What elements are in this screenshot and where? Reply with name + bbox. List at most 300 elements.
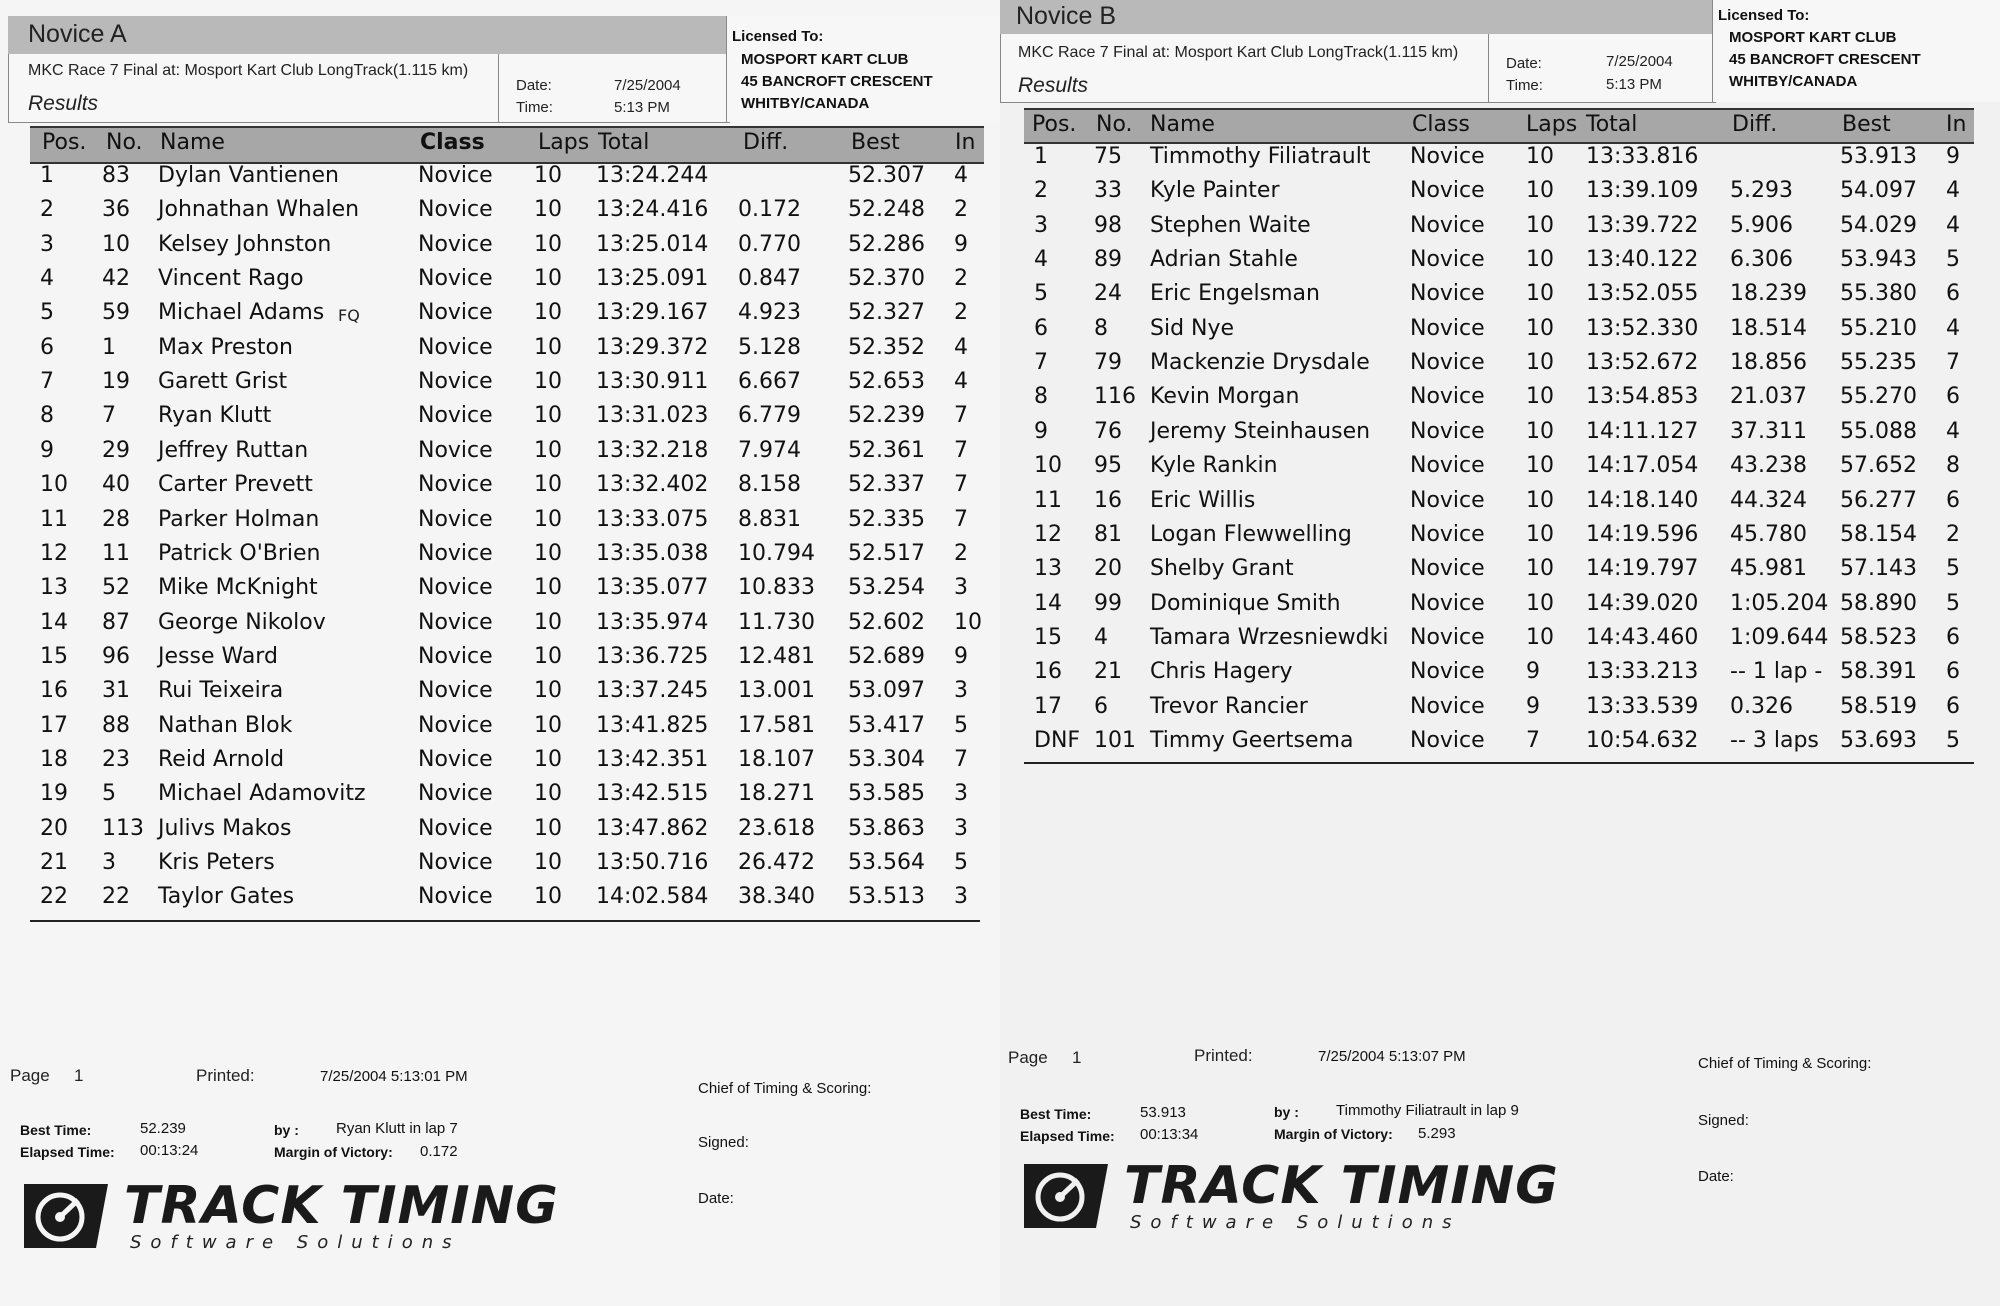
cell-in-lap: 5 (954, 850, 968, 875)
table-bottom-rule (30, 920, 980, 922)
cell-diff: 7.974 (738, 437, 801, 463)
cell-total-time: 13:40.122 (1586, 247, 1699, 273)
cell-laps: 10 (1526, 556, 1554, 582)
table-row (1024, 522, 1974, 556)
cell-class: Novice (418, 884, 493, 910)
printed-label: Printed: (196, 1066, 255, 1085)
cell-pos: 16 (1034, 659, 1062, 685)
cell-laps: 10 (534, 266, 562, 292)
cell-total-time: 14:02.584 (596, 884, 709, 910)
cell-best-lap: 58.890 (1840, 590, 1917, 616)
table-row (30, 610, 980, 644)
cell-class: Novice (418, 712, 493, 738)
cell-diff: 5.128 (738, 334, 801, 360)
table-row (1024, 488, 1974, 522)
column-header-in: In (1946, 112, 1967, 137)
table-bottom-rule (1024, 762, 1974, 764)
elapsed-time-label: Elapsed Time: (1020, 1128, 1115, 1144)
cell-total-time: 14:19.797 (1586, 556, 1699, 582)
cell-driver-name: Michael Adams (158, 300, 325, 326)
cell-best-lap: 52.239 (848, 403, 925, 429)
column-header-total: Total (1586, 112, 1638, 137)
column-header-class: Class (1412, 112, 1470, 137)
cell-class: Novice (1410, 144, 1485, 169)
cell-laps: 10 (534, 643, 562, 669)
cell-laps: 10 (1526, 144, 1554, 169)
cell-pos: 5 (1034, 281, 1048, 307)
cell-driver-name: Mike McKnight (158, 575, 318, 601)
cell-best-lap: 52.602 (848, 609, 925, 635)
cell-driver-name: Taylor Gates (158, 884, 295, 910)
cell-pos: 14 (1034, 590, 1062, 616)
cell-car-number: 42 (102, 266, 130, 292)
printed-value: 7/25/2004 5:13:07 PM (1318, 1048, 1466, 1065)
licensee-line-3: WHITBY/CANADA (1729, 73, 1858, 90)
cell-laps: 10 (534, 334, 562, 360)
cell-class: Novice (1410, 693, 1485, 719)
header-divider (498, 54, 499, 122)
cell-laps: 9 (1526, 659, 1540, 685)
column-header-name: Name (1150, 112, 1215, 137)
date-label: Date: (1506, 55, 1542, 72)
column-header-diff: Diff. (1732, 112, 1778, 137)
cell-in-lap: 5 (1946, 590, 1960, 616)
cell-diff: 18.856 (1730, 350, 1807, 376)
cell-in-lap: 4 (1946, 315, 1960, 341)
cell-diff: 0.847 (738, 266, 801, 292)
cell-pos: 16 (40, 678, 68, 704)
cell-car-number: 3 (102, 850, 116, 875)
cell-class: Novice (1410, 727, 1485, 753)
cell-diff: 45.780 (1730, 521, 1807, 547)
results-table-header (1024, 108, 1974, 144)
cell-in-lap: 8 (1946, 453, 1960, 479)
cell-in-lap: 7 (954, 437, 968, 463)
cell-pos: 15 (1034, 624, 1062, 650)
cell-pos: 10 (40, 472, 68, 498)
printed-label: Printed: (1194, 1046, 1253, 1065)
table-row (1024, 694, 1974, 728)
cell-total-time: 13:24.416 (596, 197, 709, 223)
elapsed-time-label: Elapsed Time: (20, 1144, 115, 1160)
cell-diff: 5.906 (1730, 212, 1793, 238)
cell-car-number: 19 (102, 369, 130, 395)
cell-in-lap: 2 (1946, 521, 1960, 547)
cell-diff: 18.107 (738, 746, 815, 772)
cell-total-time: 13:25.014 (596, 231, 709, 257)
cell-in-lap: 7 (954, 403, 968, 429)
margin-of-victory-value: 0.172 (420, 1143, 458, 1160)
cell-total-time: 13:35.077 (596, 575, 709, 601)
cell-best-lap: 53.513 (848, 884, 925, 910)
cell-best-lap: 54.097 (1840, 178, 1917, 204)
cell-class: Novice (418, 678, 493, 704)
column-header-laps: Laps (1526, 112, 1578, 137)
table-row (30, 884, 980, 918)
cell-pos: 2 (1034, 178, 1048, 204)
cell-total-time: 13:35.038 (596, 540, 709, 566)
cell-driver-name: Jeffrey Ruttan (158, 437, 309, 463)
cell-pos: 3 (40, 231, 54, 257)
cell-best-lap: 56.277 (1840, 487, 1917, 513)
cell-in-lap: 6 (1946, 693, 1960, 719)
cell-in-lap: 2 (954, 540, 968, 566)
cell-in-lap: 6 (1946, 624, 1960, 650)
cell-class: Novice (418, 781, 493, 807)
table-row (30, 163, 980, 197)
cell-laps: 10 (534, 403, 562, 429)
cell-driver-name: Eric Willis (1150, 487, 1256, 513)
cell-pos: 2 (40, 197, 54, 223)
cell-pos: 9 (40, 437, 54, 463)
cell-class: Novice (1410, 590, 1485, 616)
column-header-best: Best (851, 130, 900, 155)
cell-driver-name: Nathan Blok (158, 712, 293, 738)
time-label: Time: (1506, 77, 1543, 94)
cell-driver-name: Rui Teixeira (158, 678, 284, 704)
cell-car-number: 76 (1094, 418, 1122, 444)
cell-diff: 6.306 (1730, 247, 1793, 273)
cell-class: Novice (1410, 418, 1485, 444)
elapsed-time-value: 00:13:34 (1140, 1126, 1199, 1143)
cell-pos: 8 (1034, 384, 1048, 410)
cell-class: Novice (1410, 281, 1485, 307)
cell-driver-name: Dominique Smith (1150, 590, 1341, 616)
cell-in-lap: 3 (954, 575, 968, 601)
cell-driver-name: Carter Prevett (158, 472, 313, 498)
table-row (1024, 384, 1974, 418)
cell-total-time: 13:33.539 (1586, 693, 1699, 719)
cell-total-time: 13:35.974 (596, 609, 709, 635)
cell-laps: 9 (1526, 693, 1540, 719)
cell-diff: 38.340 (738, 884, 815, 910)
cell-driver-name: Johnathan Whalen (158, 197, 360, 223)
cell-diff: 1:09.644 (1730, 624, 1829, 650)
licensee-line-2: 45 BANCROFT CRESCENT (1729, 51, 1921, 68)
cell-driver-name: Chris Hagery (1150, 659, 1293, 685)
by-label: by : (274, 1122, 299, 1138)
cell-class: Novice (1410, 556, 1485, 582)
table-row (30, 644, 980, 678)
cell-class: Novice (418, 746, 493, 772)
cell-car-number: 6 (1094, 693, 1108, 719)
cell-car-number: 95 (1094, 453, 1122, 479)
cell-laps: 10 (1526, 247, 1554, 273)
cell-total-time: 13:39.722 (1586, 212, 1699, 238)
cell-in-lap: 7 (954, 506, 968, 532)
table-row (1024, 591, 1974, 625)
cell-in-lap: 3 (954, 884, 968, 910)
cell-in-lap: 4 (1946, 212, 1960, 238)
by-label: by : (1274, 1104, 1299, 1120)
best-time-label: Best Time: (1020, 1106, 1092, 1122)
cell-car-number: 24 (1094, 281, 1122, 307)
cell-laps: 10 (534, 884, 562, 910)
cell-laps: 10 (534, 472, 562, 498)
table-row (30, 369, 980, 403)
cell-pos: 6 (40, 334, 54, 360)
cell-diff: 10.794 (738, 540, 815, 566)
licensee-line-1: MOSPORT KART CLUB (741, 51, 909, 68)
cell-total-time: 14:43.460 (1586, 624, 1699, 650)
cell-total-time: 14:17.054 (1586, 453, 1699, 479)
table-row (30, 335, 980, 369)
cell-in-lap: 5 (1946, 727, 1960, 753)
cell-pos: 9 (1034, 418, 1048, 444)
cell-car-number: 5 (102, 781, 116, 807)
cell-in-lap: 7 (954, 746, 968, 772)
cell-driver-name: Vincent Rago (158, 266, 304, 292)
cell-pos: 17 (40, 712, 68, 738)
cell-class: Novice (418, 231, 493, 257)
results-sheet-novice-b (1000, 0, 2000, 1306)
cell-laps: 10 (534, 815, 562, 841)
cell-best-lap: 53.693 (1840, 727, 1917, 753)
cell-pos: 1 (1034, 144, 1048, 169)
cell-in-lap: 3 (954, 815, 968, 841)
best-time-value: 52.239 (140, 1120, 186, 1137)
results-label: Results (1018, 74, 1089, 97)
cell-driver-name: Kris Peters (158, 850, 275, 875)
cell-car-number: 23 (102, 746, 130, 772)
cell-best-lap: 53.564 (848, 850, 925, 875)
cell-class: Novice (418, 369, 493, 395)
cell-best-lap: 52.361 (848, 437, 925, 463)
cell-laps: 10 (1526, 281, 1554, 307)
cell-diff: 6.667 (738, 369, 801, 395)
column-header-no: No. (1096, 112, 1133, 137)
cell-in-lap: 6 (1946, 659, 1960, 685)
table-row (1024, 247, 1974, 281)
cell-in-lap: 7 (1946, 350, 1960, 376)
cell-laps: 10 (534, 746, 562, 772)
cell-driver-name: Jeremy Steinhausen (1150, 418, 1371, 444)
cell-class: Novice (1410, 384, 1485, 410)
cell-in-lap: 6 (1946, 384, 1960, 410)
cell-best-lap: 52.307 (848, 163, 925, 188)
cell-pos: 20 (40, 815, 68, 841)
cell-pos: 14 (40, 609, 68, 635)
cell-class: Novice (1410, 487, 1485, 513)
cell-pos: 19 (40, 781, 68, 807)
signed-label: Signed: (1698, 1112, 1749, 1129)
cell-class: Novice (418, 850, 493, 875)
cell-diff: 43.238 (1730, 453, 1807, 479)
cell-class: Novice (1410, 212, 1485, 238)
cell-diff: 23.618 (738, 815, 815, 841)
sheet-title: Novice A (28, 20, 127, 48)
cell-in-lap: 5 (954, 712, 968, 738)
cell-laps: 10 (534, 781, 562, 807)
cell-best-lap: 52.327 (848, 300, 925, 326)
cell-class: Novice (1410, 178, 1485, 204)
table-row (1024, 178, 1974, 212)
page-number: 1 (1072, 1048, 1082, 1067)
logo-title: TRACK TIMING (124, 1176, 559, 1236)
cell-diff: 44.324 (1730, 487, 1807, 513)
cell-total-time: 13:39.109 (1586, 178, 1699, 204)
cell-best-lap: 53.254 (848, 575, 925, 601)
column-header-best: Best (1842, 112, 1891, 137)
best-time-by: Timmothy Filiatrault in lap 9 (1336, 1102, 1519, 1119)
cell-in-lap: 4 (954, 369, 968, 395)
cell-in-lap: 2 (954, 266, 968, 292)
table-row (30, 678, 980, 712)
cell-total-time: 13:30.911 (596, 369, 709, 395)
cell-class: Novice (1410, 453, 1485, 479)
cell-best-lap: 55.088 (1840, 418, 1917, 444)
cell-car-number: 96 (102, 643, 130, 669)
cell-total-time: 13:54.853 (1586, 384, 1699, 410)
cell-pos: 10 (1034, 453, 1062, 479)
cell-laps: 10 (534, 540, 562, 566)
margin-of-victory-value: 5.293 (1418, 1125, 1456, 1142)
cell-class: Novice (418, 300, 493, 326)
handwritten-note: FQ (338, 306, 360, 325)
cell-car-number: 33 (1094, 178, 1122, 204)
best-time-label: Best Time: (20, 1122, 92, 1138)
cell-diff: 11.730 (738, 609, 815, 635)
cell-diff: 18.239 (1730, 281, 1807, 307)
cell-best-lap: 52.517 (848, 540, 925, 566)
cell-driver-name: Kelsey Johnston (158, 231, 332, 257)
cell-car-number: 116 (1094, 384, 1136, 410)
cell-best-lap: 52.286 (848, 231, 925, 257)
cell-car-number: 7 (102, 403, 116, 429)
cell-driver-name: Parker Holman (158, 506, 320, 532)
table-row (30, 575, 980, 609)
cell-class: Novice (418, 540, 493, 566)
cell-pos: 7 (40, 369, 54, 395)
cell-laps: 10 (534, 678, 562, 704)
cell-class: Novice (1410, 624, 1485, 650)
cell-pos: 12 (1034, 521, 1062, 547)
cell-car-number: 11 (102, 540, 130, 566)
cell-driver-name: Patrick O'Brien (158, 540, 321, 566)
cell-best-lap: 57.143 (1840, 556, 1917, 582)
cell-laps: 10 (534, 437, 562, 463)
table-row (30, 197, 980, 231)
cell-in-lap: 3 (954, 678, 968, 704)
cell-car-number: 1 (102, 334, 116, 360)
cell-driver-name: Tamara Wrzesniewdki (1150, 624, 1389, 650)
cell-best-lap: 52.689 (848, 643, 925, 669)
cell-total-time: 14:11.127 (1586, 418, 1699, 444)
track-timing-logo-icon (1024, 1160, 1108, 1230)
cell-class: Novice (418, 334, 493, 360)
licensed-to-label: Licensed To: (732, 28, 824, 45)
cell-total-time: 13:42.515 (596, 781, 709, 807)
cell-car-number: 89 (1094, 247, 1122, 273)
cell-best-lap: 52.248 (848, 197, 925, 223)
cell-car-number: 29 (102, 437, 130, 463)
cell-class: Novice (418, 437, 493, 463)
cell-total-time: 13:37.245 (596, 678, 709, 704)
cell-in-lap: 4 (954, 334, 968, 360)
cell-pos: 22 (40, 884, 68, 910)
table-row (30, 472, 980, 506)
date-value: 7/25/2004 (1606, 53, 1673, 70)
cell-driver-name: Timmy Geertsema (1150, 727, 1354, 753)
cell-laps: 10 (534, 163, 562, 188)
cell-in-lap: 3 (954, 781, 968, 807)
margin-of-victory-label: Margin of Victory: (274, 1144, 393, 1160)
cell-class: Novice (418, 266, 493, 292)
cell-car-number: 40 (102, 472, 130, 498)
cell-pos: 11 (1034, 487, 1062, 513)
cell-driver-name: Garett Grist (158, 369, 288, 395)
cell-driver-name: Max Preston (158, 334, 293, 360)
date-label: Date: (516, 77, 552, 94)
table-row (30, 747, 980, 781)
cell-best-lap: 53.304 (848, 746, 925, 772)
cell-car-number: 22 (102, 884, 130, 910)
cell-laps: 10 (534, 369, 562, 395)
cell-in-lap: 6 (1946, 281, 1960, 307)
cell-diff: 37.311 (1730, 418, 1807, 444)
cell-pos: 7 (1034, 350, 1048, 376)
cell-car-number: 88 (102, 712, 130, 738)
cell-diff: 8.158 (738, 472, 801, 498)
track-timing-logo-icon (24, 1180, 108, 1250)
cell-class: Novice (418, 575, 493, 601)
cell-pos: 4 (1034, 247, 1048, 273)
cell-driver-name: Reid Arnold (158, 746, 285, 772)
signature-date-label: Date: (1698, 1168, 1734, 1185)
cell-car-number: 52 (102, 575, 130, 601)
table-row (30, 816, 980, 850)
cell-laps: 10 (534, 300, 562, 326)
cell-driver-name: Dylan Vantienen (158, 163, 339, 188)
cell-total-time: 13:52.672 (1586, 350, 1699, 376)
cell-pos: 3 (1034, 212, 1048, 238)
cell-total-time: 13:29.167 (596, 300, 709, 326)
cell-driver-name: Shelby Grant (1150, 556, 1294, 582)
cell-car-number: 59 (102, 300, 130, 326)
column-header-name: Name (160, 130, 225, 155)
cell-total-time: 14:19.596 (1586, 521, 1699, 547)
cell-driver-name: Trevor Rancier (1150, 693, 1308, 719)
cell-total-time: 14:39.020 (1586, 590, 1699, 616)
signed-label: Signed: (698, 1134, 749, 1151)
cell-class: Novice (418, 506, 493, 532)
cell-best-lap: 58.154 (1840, 521, 1917, 547)
cell-laps: 7 (1526, 727, 1540, 753)
cell-class: Novice (418, 403, 493, 429)
cell-pos: 17 (1034, 693, 1062, 719)
table-row (1024, 281, 1974, 315)
cell-driver-name: Mackenzie Drysdale (1150, 350, 1370, 376)
page-label: Page (1008, 1048, 1048, 1067)
cell-laps: 10 (534, 850, 562, 875)
cell-in-lap: 4 (1946, 418, 1960, 444)
cell-pos: 21 (40, 850, 68, 875)
date-value: 7/25/2004 (614, 77, 681, 94)
cell-car-number: 75 (1094, 144, 1122, 169)
column-header-laps: Laps (538, 130, 590, 155)
table-row (1024, 144, 1974, 178)
cell-best-lap: 53.417 (848, 712, 925, 738)
cell-car-number: 83 (102, 163, 130, 188)
cell-laps: 10 (1526, 590, 1554, 616)
cell-driver-name: Logan Flewwelling (1150, 521, 1352, 547)
cell-best-lap: 58.391 (1840, 659, 1917, 685)
cell-in-lap: 2 (954, 300, 968, 326)
cell-class: Novice (1410, 350, 1485, 376)
table-row (1024, 556, 1974, 590)
table-row (30, 403, 980, 437)
cell-car-number: 10 (102, 231, 130, 257)
